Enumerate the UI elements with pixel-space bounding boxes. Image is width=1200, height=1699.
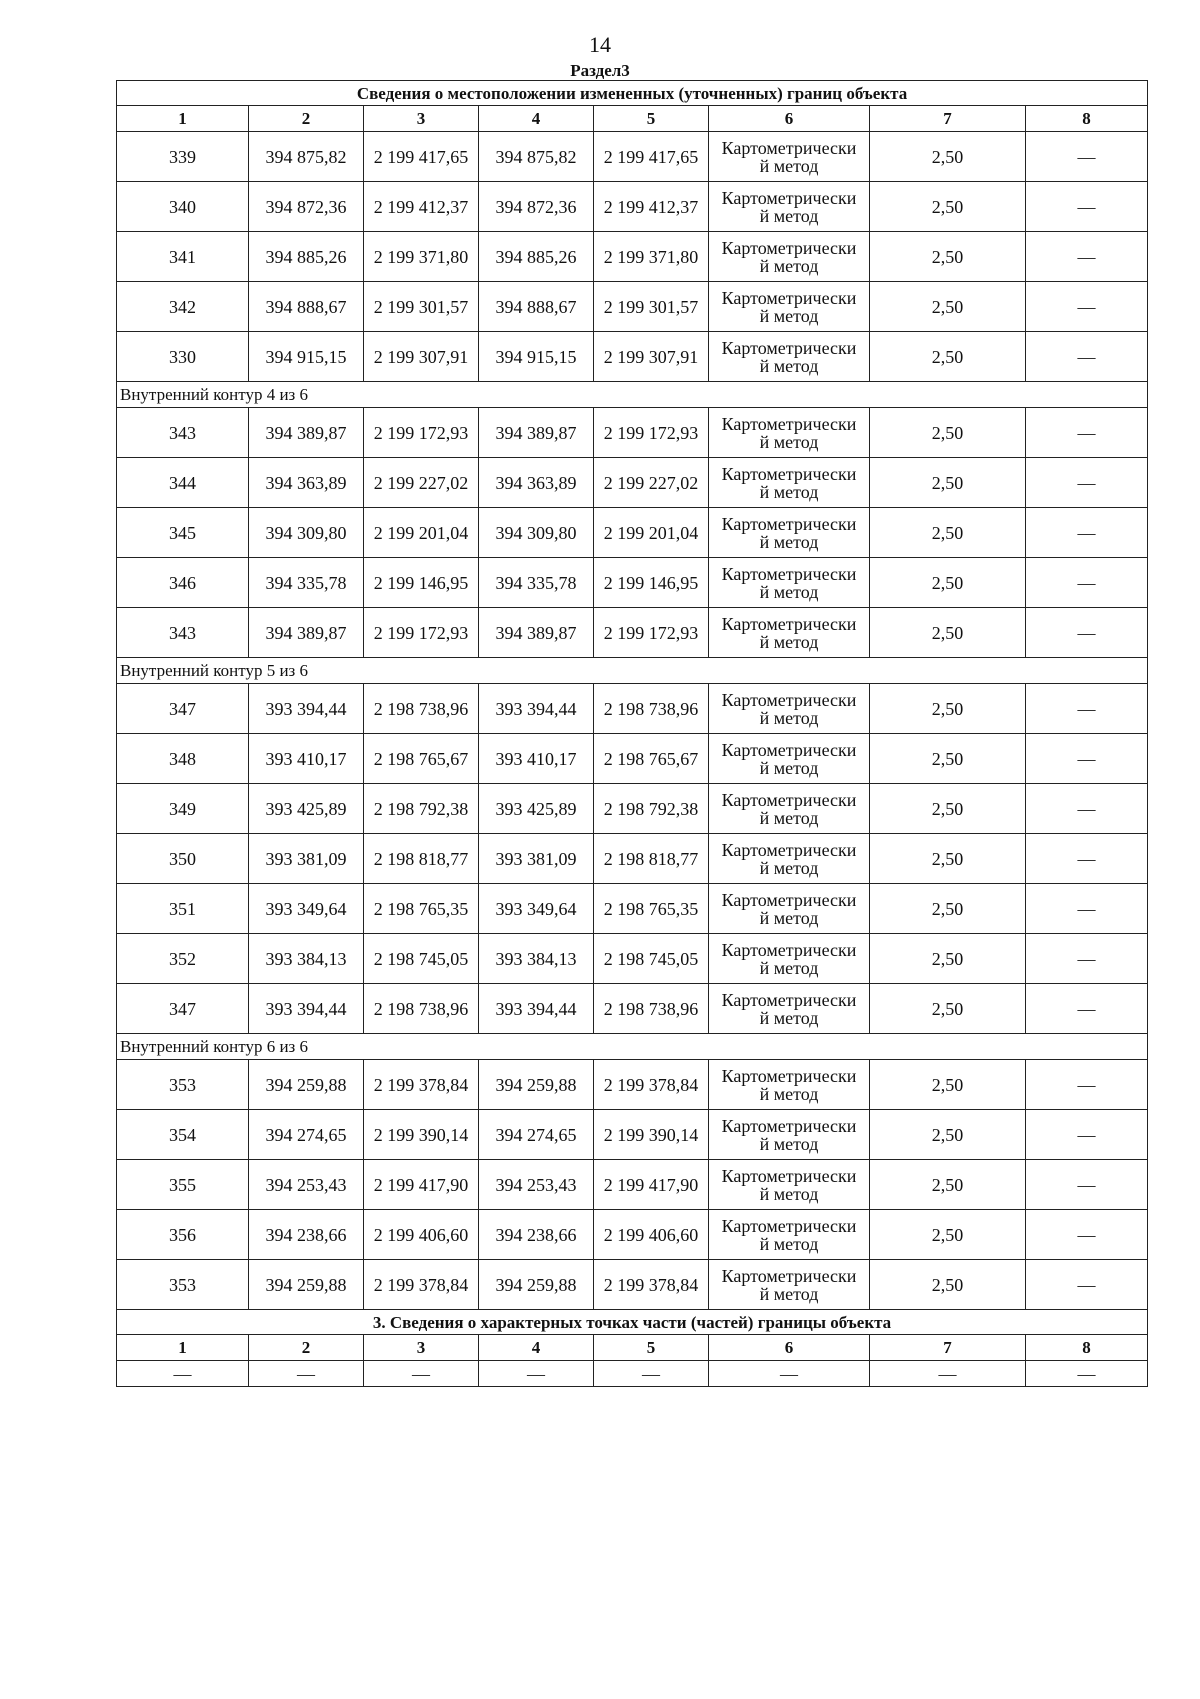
accuracy-cell: 2,50 (870, 934, 1026, 984)
method-cell (709, 282, 870, 332)
column-number-cell: 6 (709, 1335, 870, 1361)
point-number-cell: 349 (117, 784, 249, 834)
method-cell (709, 834, 870, 884)
method-line-1: Картометрически (721, 287, 857, 308)
method-line-2: й метод (759, 205, 819, 226)
x-old-cell: 394 389,87 (249, 408, 364, 458)
description-cell: — (1026, 1060, 1148, 1110)
y-new-cell: 2 199 172,93 (594, 408, 709, 458)
y-old-cell: 2 199 172,93 (364, 408, 479, 458)
table-row (117, 1060, 1148, 1110)
section3-column-numbers-row (117, 1335, 1148, 1361)
x-new-cell: 394 253,43 (479, 1160, 594, 1210)
point-number-cell: 350 (117, 834, 249, 884)
method-line-1: Картометрически (721, 689, 857, 710)
y-old-cell: 2 198 738,96 (364, 984, 479, 1034)
method-cell (709, 558, 870, 608)
y-new-cell: 2 198 765,35 (594, 884, 709, 934)
y-old-cell: 2 199 227,02 (364, 458, 479, 508)
x-new-cell: 393 349,64 (479, 884, 594, 934)
table-row (117, 232, 1148, 282)
table-row (117, 508, 1148, 558)
y-new-cell: 2 198 765,67 (594, 734, 709, 784)
y-new-cell: 2 198 792,38 (594, 784, 709, 834)
empty-cell: — (117, 1361, 249, 1387)
point-number-cell: 345 (117, 508, 249, 558)
column-number-cell: 1 (117, 1335, 249, 1361)
accuracy-cell: 2,50 (870, 282, 1026, 332)
y-new-cell: 2 199 417,65 (594, 132, 709, 182)
x-old-cell: 394 259,88 (249, 1260, 364, 1310)
y-old-cell: 2 198 765,35 (364, 884, 479, 934)
x-old-cell: 393 381,09 (249, 834, 364, 884)
column-number-cell: 2 (249, 106, 364, 132)
point-number-cell: 354 (117, 1110, 249, 1160)
column-number-cell: 4 (479, 106, 594, 132)
x-new-cell: 394 875,82 (479, 132, 594, 182)
method-line-1: Картометрически (721, 939, 857, 960)
x-old-cell: 393 349,64 (249, 884, 364, 934)
y-new-cell: 2 199 307,91 (594, 332, 709, 382)
method-cell (709, 458, 870, 508)
method-line-2: й метод (759, 431, 819, 452)
description-cell: — (1026, 784, 1148, 834)
point-number-cell: 356 (117, 1210, 249, 1260)
x-new-cell: 394 915,15 (479, 332, 594, 382)
method-line-2: й метод (759, 1283, 819, 1304)
x-old-cell: 394 885,26 (249, 232, 364, 282)
y-old-cell: 2 198 765,67 (364, 734, 479, 784)
y-new-cell: 2 199 371,80 (594, 232, 709, 282)
method-line-1: Картометрически (721, 839, 857, 860)
y-new-cell: 2 198 818,77 (594, 834, 709, 884)
method-cell (709, 1060, 870, 1110)
table-title-row (117, 81, 1148, 106)
point-number-cell: 340 (117, 182, 249, 232)
y-new-cell: 2 199 406,60 (594, 1210, 709, 1260)
accuracy-cell: 2,50 (870, 182, 1026, 232)
description-cell: — (1026, 332, 1148, 382)
table-row (117, 458, 1148, 508)
empty-cell: — (1026, 1361, 1148, 1387)
y-new-cell: 2 199 417,90 (594, 1160, 709, 1210)
x-new-cell: 394 363,89 (479, 458, 594, 508)
method-line-2: й метод (759, 807, 819, 828)
method-line-1: Картометрически (721, 1165, 857, 1186)
method-line-2: й метод (759, 305, 819, 326)
table-row (117, 282, 1148, 332)
x-old-cell: 394 238,66 (249, 1210, 364, 1260)
x-old-cell: 394 253,43 (249, 1160, 364, 1210)
column-number-cell: 5 (594, 106, 709, 132)
method-line-1: Картометрически (721, 1065, 857, 1086)
section3-empty-row (117, 1361, 1148, 1387)
x-new-cell: 393 384,13 (479, 934, 594, 984)
column-number-cell: 7 (870, 1335, 1026, 1361)
y-old-cell: 2 199 146,95 (364, 558, 479, 608)
x-old-cell: 394 259,88 (249, 1060, 364, 1110)
method-line-2: й метод (759, 255, 819, 276)
y-old-cell: 2 199 378,84 (364, 1260, 479, 1310)
y-new-cell: 2 198 738,96 (594, 684, 709, 734)
point-number-cell: 344 (117, 458, 249, 508)
x-new-cell: 394 335,78 (479, 558, 594, 608)
x-new-cell: 394 259,88 (479, 1260, 594, 1310)
method-cell (709, 408, 870, 458)
x-old-cell: 394 363,89 (249, 458, 364, 508)
method-line-2: й метод (759, 907, 819, 928)
x-old-cell: 394 274,65 (249, 1110, 364, 1160)
x-new-cell: 393 425,89 (479, 784, 594, 834)
accuracy-cell: 2,50 (870, 558, 1026, 608)
boundary-points-table (116, 80, 1148, 1387)
x-old-cell: 393 394,44 (249, 684, 364, 734)
y-new-cell: 2 199 146,95 (594, 558, 709, 608)
method-cell (709, 684, 870, 734)
method-cell (709, 1210, 870, 1260)
accuracy-cell: 2,50 (870, 232, 1026, 282)
y-old-cell: 2 199 378,84 (364, 1060, 479, 1110)
y-old-cell: 2 199 371,80 (364, 232, 479, 282)
method-line-2: й метод (759, 957, 819, 978)
y-new-cell: 2 199 172,93 (594, 608, 709, 658)
y-old-cell: 2 199 390,14 (364, 1110, 479, 1160)
description-cell: — (1026, 934, 1148, 984)
description-cell: — (1026, 684, 1148, 734)
accuracy-cell: 2,50 (870, 408, 1026, 458)
description-cell: — (1026, 734, 1148, 784)
table-row (117, 608, 1148, 658)
description-cell: — (1026, 1110, 1148, 1160)
method-line-2: й метод (759, 631, 819, 652)
method-cell (709, 608, 870, 658)
method-line-2: й метод (759, 707, 819, 728)
point-number-cell: 347 (117, 684, 249, 734)
method-cell (709, 1110, 870, 1160)
x-new-cell: 394 309,80 (479, 508, 594, 558)
method-line-1: Картометрически (721, 789, 857, 810)
point-number-cell: 343 (117, 408, 249, 458)
table-row (117, 1160, 1148, 1210)
accuracy-cell: 2,50 (870, 784, 1026, 834)
accuracy-cell: 2,50 (870, 1060, 1026, 1110)
accuracy-cell: 2,50 (870, 1160, 1026, 1210)
y-new-cell: 2 199 412,37 (594, 182, 709, 232)
table-row (117, 884, 1148, 934)
contour-label-row (117, 382, 1148, 408)
point-number-cell: 330 (117, 332, 249, 382)
x-old-cell: 394 389,87 (249, 608, 364, 658)
method-line-2: й метод (759, 1083, 819, 1104)
x-new-cell: 393 410,17 (479, 734, 594, 784)
section3-title: 3. Сведения о характерных точках части (частей) границы объекта (117, 1310, 1148, 1335)
column-number-cell: 5 (594, 1335, 709, 1361)
y-new-cell: 2 199 201,04 (594, 508, 709, 558)
x-new-cell: 394 389,87 (479, 608, 594, 658)
accuracy-cell: 2,50 (870, 608, 1026, 658)
section3-title-row (117, 1310, 1148, 1335)
column-number-cell: 4 (479, 1335, 594, 1361)
table-row (117, 408, 1148, 458)
contour-label: Внутренний контур 4 из 6 (117, 382, 1148, 408)
method-line-2: й метод (759, 1183, 819, 1204)
table-row (117, 834, 1148, 884)
description-cell: — (1026, 132, 1148, 182)
y-old-cell: 2 199 201,04 (364, 508, 479, 558)
table-row (117, 934, 1148, 984)
description-cell: — (1026, 408, 1148, 458)
method-cell (709, 508, 870, 558)
description-cell: — (1026, 1260, 1148, 1310)
method-line-1: Картометрически (721, 739, 857, 760)
accuracy-cell: 2,50 (870, 458, 1026, 508)
accuracy-cell: 2,50 (870, 1260, 1026, 1310)
table-row (117, 734, 1148, 784)
method-line-1: Картометрически (721, 989, 857, 1010)
x-new-cell: 394 389,87 (479, 408, 594, 458)
column-number-cell: 2 (249, 1335, 364, 1361)
point-number-cell: 343 (117, 608, 249, 658)
method-line-1: Картометрически (721, 237, 857, 258)
y-old-cell: 2 199 417,65 (364, 132, 479, 182)
y-old-cell: 2 199 172,93 (364, 608, 479, 658)
method-line-1: Картометрически (721, 563, 857, 584)
method-line-1: Картометрически (721, 463, 857, 484)
accuracy-cell: 2,50 (870, 884, 1026, 934)
empty-cell: — (364, 1361, 479, 1387)
accuracy-cell: 2,50 (870, 1210, 1026, 1260)
description-cell: — (1026, 182, 1148, 232)
x-new-cell: 393 394,44 (479, 984, 594, 1034)
column-number-cell: 7 (870, 106, 1026, 132)
description-cell: — (1026, 1160, 1148, 1210)
column-number-cell: 1 (117, 106, 249, 132)
description-cell: — (1026, 558, 1148, 608)
method-line-2: й метод (759, 1133, 819, 1154)
point-number-cell: 348 (117, 734, 249, 784)
point-number-cell: 339 (117, 132, 249, 182)
table-row (117, 984, 1148, 1034)
method-line-2: й метод (759, 355, 819, 376)
table-row (117, 182, 1148, 232)
method-cell (709, 734, 870, 784)
point-number-cell: 352 (117, 934, 249, 984)
x-new-cell: 393 394,44 (479, 684, 594, 734)
accuracy-cell: 2,50 (870, 684, 1026, 734)
point-number-cell: 353 (117, 1260, 249, 1310)
point-number-cell: 347 (117, 984, 249, 1034)
point-number-cell: 342 (117, 282, 249, 332)
accuracy-cell: 2,50 (870, 1110, 1026, 1160)
point-number-cell: 351 (117, 884, 249, 934)
table-row (117, 132, 1148, 182)
method-line-1: Картометрически (721, 889, 857, 910)
point-number-cell: 346 (117, 558, 249, 608)
table-title: Сведения о местоположении измененных (уточненных) границ объекта (117, 81, 1148, 106)
method-line-2: й метод (759, 857, 819, 878)
section-label: Раздел3 (570, 61, 630, 80)
method-line-1: Картометрически (721, 187, 857, 208)
description-cell: — (1026, 458, 1148, 508)
x-new-cell: 394 888,67 (479, 282, 594, 332)
y-new-cell: 2 199 378,84 (594, 1260, 709, 1310)
accuracy-cell: 2,50 (870, 508, 1026, 558)
accuracy-cell: 2,50 (870, 332, 1026, 382)
method-cell (709, 182, 870, 232)
x-old-cell: 394 335,78 (249, 558, 364, 608)
y-old-cell: 2 199 406,60 (364, 1210, 479, 1260)
description-cell: — (1026, 984, 1148, 1034)
empty-cell: — (594, 1361, 709, 1387)
empty-cell: — (479, 1361, 594, 1387)
page-number: 14 (589, 32, 611, 57)
method-line-1: Картометрически (721, 337, 857, 358)
y-old-cell: 2 199 307,91 (364, 332, 479, 382)
x-new-cell: 394 872,36 (479, 182, 594, 232)
method-line-2: й метод (759, 1007, 819, 1028)
y-old-cell: 2 198 818,77 (364, 834, 479, 884)
x-old-cell: 393 425,89 (249, 784, 364, 834)
method-line-2: й метод (759, 531, 819, 552)
x-old-cell: 393 410,17 (249, 734, 364, 784)
y-old-cell: 2 198 745,05 (364, 934, 479, 984)
method-line-1: Картометрически (721, 137, 857, 158)
table-row (117, 558, 1148, 608)
accuracy-cell: 2,50 (870, 984, 1026, 1034)
contour-label: Внутренний контур 5 из 6 (117, 658, 1148, 684)
point-number-cell: 355 (117, 1160, 249, 1210)
description-cell: — (1026, 834, 1148, 884)
method-cell (709, 132, 870, 182)
method-line-1: Картометрически (721, 613, 857, 634)
accuracy-cell: 2,50 (870, 132, 1026, 182)
method-line-1: Картометрически (721, 1215, 857, 1236)
method-line-1: Картометрически (721, 513, 857, 534)
point-number-cell: 341 (117, 232, 249, 282)
empty-cell: — (249, 1361, 364, 1387)
y-new-cell: 2 198 738,96 (594, 984, 709, 1034)
empty-cell: — (709, 1361, 870, 1387)
method-cell (709, 1160, 870, 1210)
x-old-cell: 394 875,82 (249, 132, 364, 182)
column-number-cell: 8 (1026, 106, 1148, 132)
y-new-cell: 2 199 378,84 (594, 1060, 709, 1110)
method-line-1: Картометрически (721, 1265, 857, 1286)
method-line-2: й метод (759, 1233, 819, 1254)
y-old-cell: 2 198 792,38 (364, 784, 479, 834)
method-cell (709, 1260, 870, 1310)
column-number-cell: 6 (709, 106, 870, 132)
x-old-cell: 394 888,67 (249, 282, 364, 332)
table-row (117, 684, 1148, 734)
contour-label-row (117, 1034, 1148, 1060)
x-new-cell: 393 381,09 (479, 834, 594, 884)
x-old-cell: 394 872,36 (249, 182, 364, 232)
x-old-cell: 394 309,80 (249, 508, 364, 558)
x-new-cell: 394 238,66 (479, 1210, 594, 1260)
method-cell (709, 884, 870, 934)
method-line-2: й метод (759, 581, 819, 602)
table-row (117, 1110, 1148, 1160)
column-number-cell: 3 (364, 106, 479, 132)
column-number-cell: 3 (364, 1335, 479, 1361)
y-old-cell: 2 199 412,37 (364, 182, 479, 232)
point-number-cell: 353 (117, 1060, 249, 1110)
table-body (117, 81, 1148, 1387)
x-new-cell: 394 274,65 (479, 1110, 594, 1160)
method-line-1: Картометрически (721, 1115, 857, 1136)
accuracy-cell: 2,50 (870, 834, 1026, 884)
x-new-cell: 394 259,88 (479, 1060, 594, 1110)
method-cell (709, 984, 870, 1034)
method-line-2: й метод (759, 481, 819, 502)
x-old-cell: 393 384,13 (249, 934, 364, 984)
contour-label: Внутренний контур 6 из 6 (117, 1034, 1148, 1060)
y-new-cell: 2 199 301,57 (594, 282, 709, 332)
description-cell: — (1026, 608, 1148, 658)
table-row (117, 1210, 1148, 1260)
method-cell (709, 784, 870, 834)
description-cell: — (1026, 1210, 1148, 1260)
y-new-cell: 2 198 745,05 (594, 934, 709, 984)
contour-label-row (117, 658, 1148, 684)
y-old-cell: 2 199 301,57 (364, 282, 479, 332)
table-row (117, 1260, 1148, 1310)
method-cell (709, 332, 870, 382)
y-old-cell: 2 199 417,90 (364, 1160, 479, 1210)
column-numbers-row (117, 106, 1148, 132)
y-new-cell: 2 199 227,02 (594, 458, 709, 508)
method-line-2: й метод (759, 757, 819, 778)
y-old-cell: 2 198 738,96 (364, 684, 479, 734)
x-old-cell: 393 394,44 (249, 984, 364, 1034)
method-cell (709, 232, 870, 282)
description-cell: — (1026, 232, 1148, 282)
column-number-cell: 8 (1026, 1335, 1148, 1361)
method-line-2: й метод (759, 155, 819, 176)
description-cell: — (1026, 282, 1148, 332)
method-cell (709, 934, 870, 984)
accuracy-cell: 2,50 (870, 734, 1026, 784)
empty-cell: — (870, 1361, 1026, 1387)
table-row (117, 784, 1148, 834)
x-old-cell: 394 915,15 (249, 332, 364, 382)
table-row (117, 332, 1148, 382)
y-new-cell: 2 199 390,14 (594, 1110, 709, 1160)
x-new-cell: 394 885,26 (479, 232, 594, 282)
description-cell: — (1026, 508, 1148, 558)
description-cell: — (1026, 884, 1148, 934)
method-line-1: Картометрически (721, 413, 857, 434)
